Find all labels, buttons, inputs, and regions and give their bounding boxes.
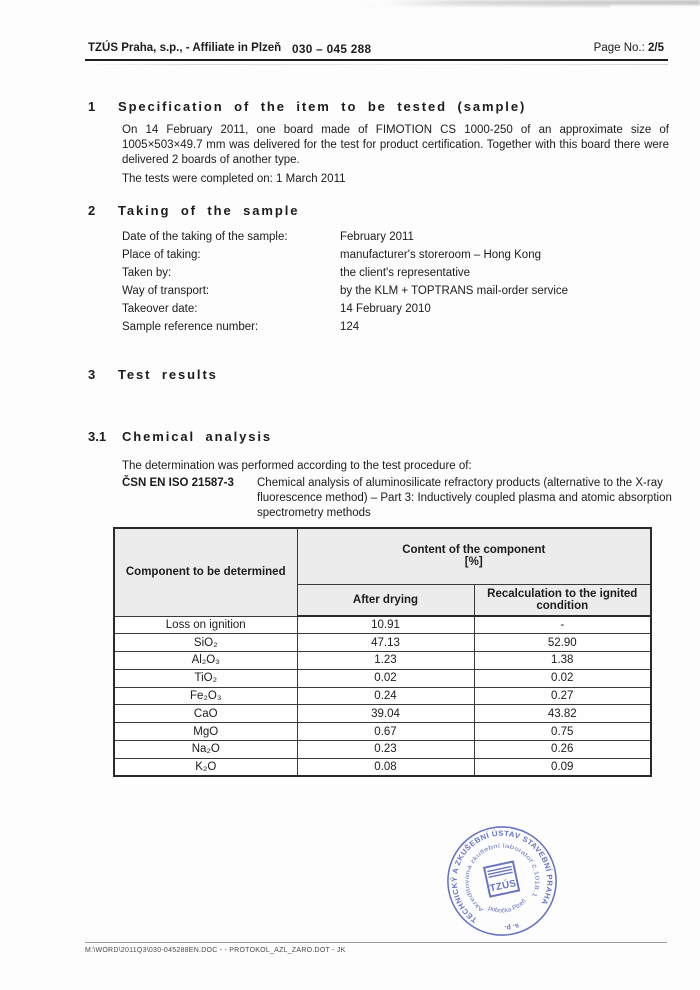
table-header-content [297,528,651,584]
section31-number: 3.1 [88,429,107,444]
cell-recalculated: 0.02 [474,669,651,687]
cell-component: Fe₂O₃ [114,687,297,705]
field-label: Sample reference number: [122,321,259,333]
stamp-outer-text: TECHNICKÝ A ZKUŠEBNÍ ÚSTAV STAVEBNÍ PRAHA [449,828,555,925]
table-row [114,616,651,634]
cell-component: Loss on ignition [114,616,297,634]
section1-completed-line: The tests were completed on: 1 March 2011 [122,173,346,185]
field-label: Date of the taking of the sample: [122,231,288,243]
cell-recalculated: 0.75 [474,723,651,741]
field-value: by the KLM + TOPTRANS mail-order service [340,285,569,297]
section1-title: Specification of the item to be tested (sample) [118,99,527,114]
scan-artifact-streak [350,4,610,7]
field-value: 14 February 2010 [340,303,431,315]
cell-component: Al₂O₃ [114,652,297,670]
field-value: the client's representative [340,267,471,279]
stamp-sp-text: s. p. [504,921,521,933]
cell-after-drying: 0.67 [297,723,474,741]
cell-component: MgO [114,723,297,741]
cell-recalculated: 52.90 [474,634,651,652]
cell-recalculated: - [474,616,651,634]
cell-recalculated: 0.09 [474,758,651,776]
stamp-inner-text: Akreditovaná zkušební laboratoř č.1018.1 [464,843,540,913]
test-procedure [122,476,672,521]
cell-component: TiO₂ [114,669,297,687]
cell-component: SiO₂ [114,634,297,652]
table-row [114,634,651,652]
table-row [114,723,651,741]
field-value: February 2011 [340,231,414,243]
cell-component: CaO [114,705,297,723]
section2-title: Taking of the sample [118,203,300,218]
section31-intro: The determination was performed according to the test procedure of: [122,460,472,472]
section3-heading [88,367,218,382]
page-number-label: Page No.: [593,42,648,54]
chemical-analysis-table [113,527,652,777]
stamp-branch-text: pobočka Plzeň [487,897,528,915]
field-value: 124 [340,321,360,333]
section31-heading [88,429,272,444]
header-page-number [594,42,664,54]
section2-heading [88,203,299,218]
section3-title: Test results [118,367,218,382]
field-label: Taken by: [122,267,172,279]
table-header-component: Component to be determined [114,528,297,616]
cell-component: K₂O [114,758,297,776]
header-rule-shadow [85,64,668,65]
section3-number: 3 [88,367,96,382]
footer-rule [85,942,667,943]
stamp-logo-text: TZÚS [488,878,518,895]
table-subheader-after-drying: After drying [297,584,474,616]
table-row [114,741,651,759]
section1-heading [88,99,526,114]
round-stamp [443,822,561,940]
cell-recalculated: 1.38 [474,652,651,670]
cell-recalculated: 0.26 [474,741,651,759]
standard-description: Chemical analysis of aluminosilicate refractory products (alternative to the X-ray fluorescence method) – Part 3: Inductively coupled plasma and atomic absorption spectrometry methods [257,477,672,519]
header-organization: TZÚS Praha, s.p., - Affiliate in Plzeň [88,42,282,54]
svg-text:s. p. [503,921,520,933]
table-row [114,705,651,723]
cell-after-drying: 39.04 [297,705,474,723]
table-header-content-line1: Content of the component [402,544,546,557]
table-row [114,687,651,705]
table-subheader-recalculated: Recalculation to the ignited condition [474,584,651,616]
cell-after-drying: 1.23 [297,652,474,670]
section2-field-list [122,228,568,336]
standard-code: ČSN EN ISO 21587-3 [122,477,234,489]
section31-title: Chemical analysis [122,429,273,444]
cell-after-drying: 0.02 [297,669,474,687]
cell-recalculated: 0.27 [474,687,651,705]
footer-file-path: M:\WORD\2011Q3\030-045288EN.DOC - - PROTOKOL_AZL_ZARO.DOT - JK [85,947,346,954]
cell-recalculated: 43.82 [474,705,651,723]
header-document-number: 030 – 045 288 [292,42,372,56]
cell-after-drying: 10.91 [297,616,474,634]
cell-after-drying: 47.13 [297,634,474,652]
table-row [114,669,651,687]
cell-component: Na₂O [114,741,297,759]
cell-after-drying: 0.08 [297,758,474,776]
field-label: Takeover date: [122,303,198,315]
section1-paragraph: On 14 February 2011, one board made of FIMOTION CS 1000-250 of an approximate size of 1005×503×49.7 mm was delivered for the test for product certification. Together with this board there were delivered 2 boards of another type. [122,124,669,166]
field-label: Way of transport: [122,285,210,297]
table-row [114,652,651,670]
table-row [114,758,651,776]
cell-after-drying: 0.24 [297,687,474,705]
page-number-value: 2/5 [648,42,664,54]
field-label: Place of taking: [122,249,201,261]
field-value: manufacturer's storeroom – Hong Kong [340,249,541,261]
section1-number: 1 [88,99,96,114]
table-header-content-line2: [%] [464,556,483,569]
section2-number: 2 [88,203,96,218]
stamp-logo [484,862,519,897]
svg-text:pobočka Plzeň [486,897,530,919]
cell-after-drying: 0.23 [297,741,474,759]
header-rule [85,59,668,61]
